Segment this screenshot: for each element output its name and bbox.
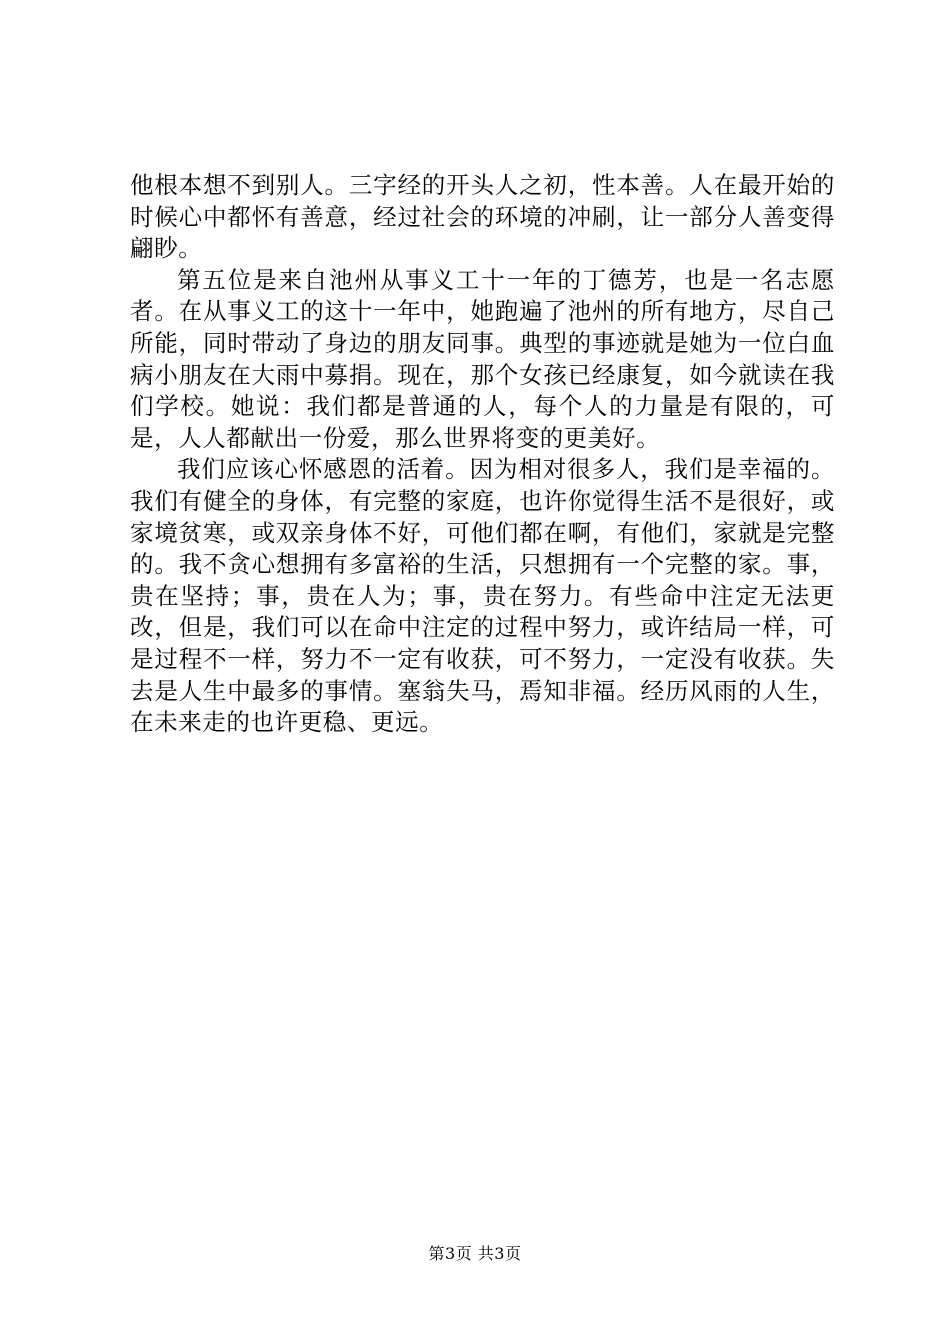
paragraph-2: 第五位是来自池州从事义工十一年的丁德芳，也是一名志愿者。在从事义工的这十一年中，她跑遍了池州的所有地方，尽自己所能，同时带动了身边的朋友同事。典型的事迹就是她为一位白血病小朋友在大雨中募捐。现在，那个女孩已经康复，如今就读在我们学校。她说：我们都是普通的人，每个人的力量是有限的，可是，人人都献出一份爱，那么世界将变的更美好。 xyxy=(130,265,835,452)
document-body xyxy=(130,170,835,739)
paragraph-3: 我们应该心怀感恩的活着。因为相对很多人，我们是幸福的。我们有健全的身体，有完整的家庭，也许你觉得生活不是很好，或家境贫寒，或双亲身体不好，可他们都在啊，有他们，家就是完整的。我不贪心想拥有多富裕的生活，只想拥有一个完整的家。事，贵在坚持；事，贵在人为；事，贵在努力。有些命中注定无法更改，但是，我们可以在命中注定的过程中努力，或许结局一样，可是过程不一样，努力不一定有收获，可不努力，一定没有收获。失去是人生中最多的事情。塞翁失马，焉知非福。经历风雨的人生，在未来走的也许更稳、更远。 xyxy=(130,455,835,737)
paragraph-1: 他根本想不到别人。三字经的开头人之初，性本善。人在最开始的时候心中都怀有善意，经过社会的环境的冲刷，让一部分人善变得翩眇。 xyxy=(130,171,835,263)
page-footer: 第3页 共3页 xyxy=(428,1244,522,1263)
